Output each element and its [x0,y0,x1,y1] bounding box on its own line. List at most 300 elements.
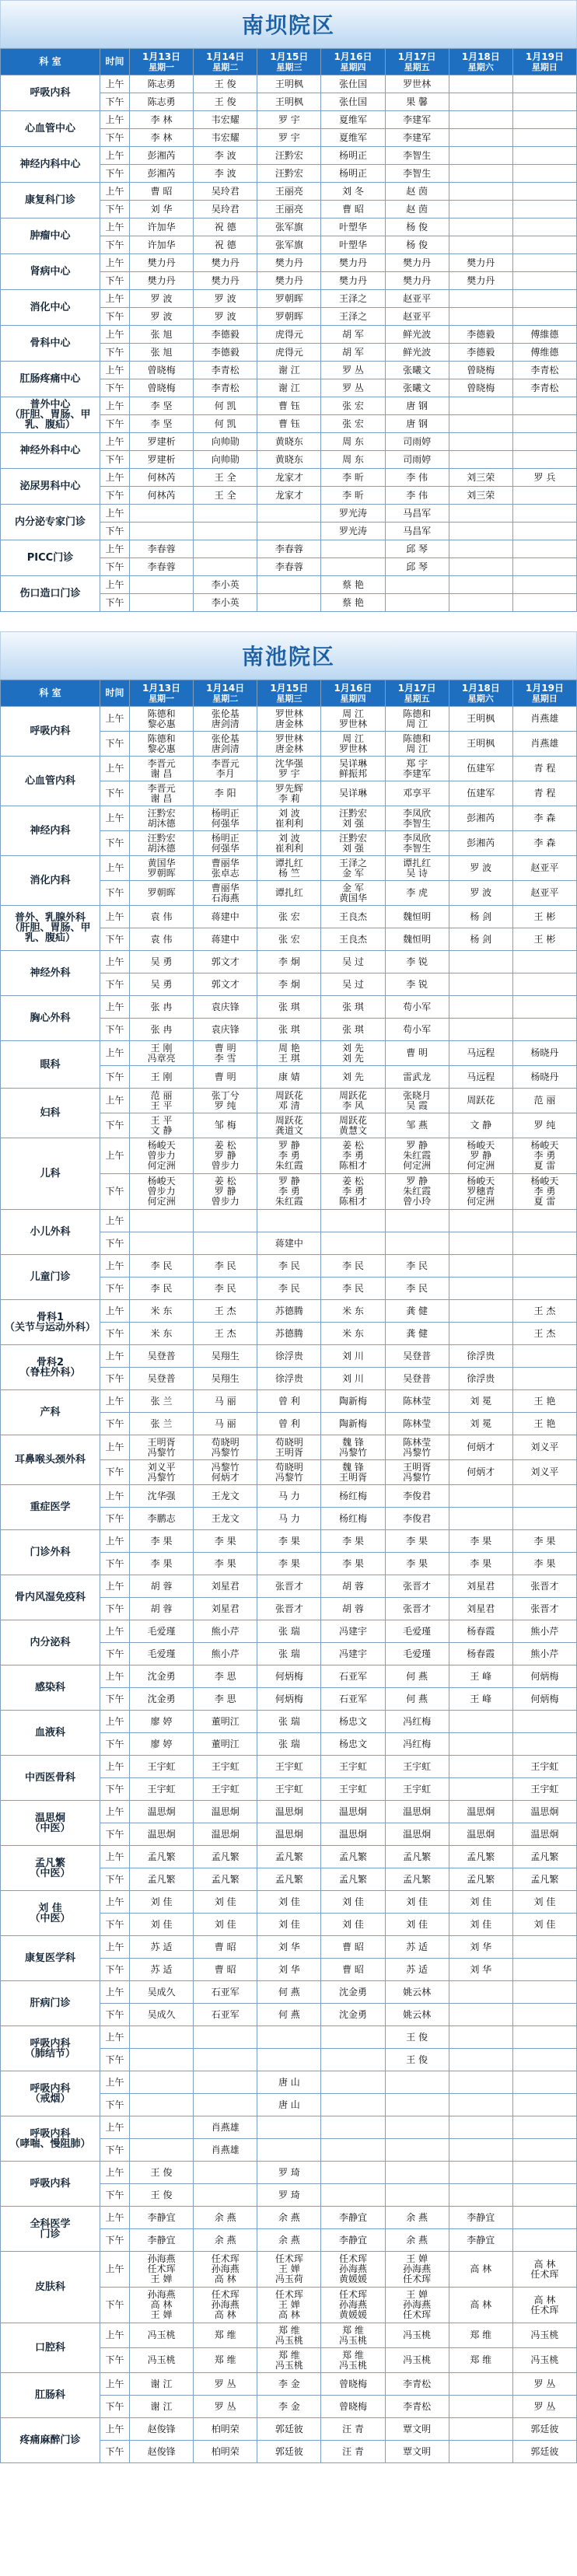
doctor-cell [449,397,512,415]
doctor-cell: 胡 蓉 [130,1575,194,1598]
doctor-cell: 杨峻天 曾步力 何定洲 [130,1138,194,1174]
doctor-cell: 沈金勇 [321,1981,385,2004]
time-period: 下午 [100,2288,130,2323]
doctor-cell-empty [512,218,576,236]
doctor-cell: 李 民 [321,1278,385,1300]
table-row [1,1530,577,1553]
doctor-cell: 张 宏 [257,906,321,928]
doctor-cell: 刘 佳 [449,1914,512,1936]
doctor-cell: 温思炯 [321,1823,385,1846]
time-period: 上午 [100,2373,130,2396]
day-date: 1月19日 [525,51,564,62]
table-row [1,707,577,732]
table-row [1,1981,577,2004]
doctor-cell: 孙海燕 任术珲 王 婵 [130,2252,194,2288]
doctor-cell-empty [512,397,576,415]
table-row [1,218,577,236]
doctor-cell: 苏德腾 [257,1323,321,1345]
doctor-cell: 李青松 [385,2373,449,2396]
day-date: 1月17日 [397,51,436,62]
day-weekday: 星期三 [276,61,302,72]
section-nanba [0,0,577,612]
doctor-cell: 周跃花 黄慧文 [321,1113,385,1138]
time-period: 上午 [100,1530,130,1553]
header-day-5 [385,680,449,707]
day-date: 1月14日 [206,682,245,694]
table-row [1,2116,577,2139]
doctor-cell: 李德毅 [449,344,512,362]
doctor-cell: 曾晓梅 [130,379,194,397]
table-row [1,397,577,415]
time-period: 上午 [100,1665,130,1688]
time-period: 上午 [100,111,130,129]
day-date: 1月15日 [270,682,309,694]
doctor-cell: 姜 松 李 勇 陈相才 [321,1138,385,1174]
doctor-cell: 李 坚 [130,415,194,433]
doctor-cell: 张军旗 [257,218,321,236]
doctor-cell: 李 金 [257,2373,321,2396]
doctor-cell [385,2116,449,2139]
doctor-cell: 李 森 [512,831,576,856]
doctor-cell: 王良杰 [321,928,385,951]
doctor-cell: 温思炯 [130,1801,194,1823]
doctor-cell: 王良杰 [321,906,385,928]
doctor-cell: 李 果 [449,1530,512,1553]
doctor-cell [194,2094,257,2116]
time-period: 上午 [100,1756,130,1778]
time-period: 下午 [100,308,130,326]
doctor-cell [449,2071,512,2094]
doctor-cell: 王 艳 [512,1390,576,1413]
doctor-cell: 郭文才 [194,951,257,973]
doctor-cell [130,2026,194,2049]
table-row [1,1255,577,1278]
doctor-cell: 沈金勇 [130,1665,194,1688]
doctor-cell: 石亚军 [321,1665,385,1688]
doctor-cell-empty [512,2049,576,2071]
department-name: 消化内科 [1,856,100,906]
doctor-cell: 刘 冕 [449,1413,512,1435]
time-period: 下午 [100,415,130,433]
doctor-cell: 孟凡繁 [130,1846,194,1868]
doctor-cell: 杨 俊 [385,236,449,254]
doctor-cell: 曹 昭 [194,1936,257,1959]
doctor-cell [130,2139,194,2162]
doctor-cell: 孟凡繁 [257,1846,321,1868]
doctor-cell-empty [512,1485,576,1508]
doctor-cell: 苟晓明 冯黎竹 [194,1435,257,1460]
table-row [1,996,577,1019]
doctor-cell: 米 东 [130,1323,194,1345]
doctor-cell: 王宇虹 [321,1778,385,1801]
doctor-cell: 汪黔宏 [257,165,321,183]
doctor-cell: 傅维德 [512,344,576,362]
doctor-cell: 曾晓梅 [321,2373,385,2396]
doctor-cell-empty [512,2184,576,2207]
doctor-cell-empty [512,165,576,183]
department-name: 肾病中心 [1,254,100,290]
doctor-cell: 毛爱瑾 [385,1643,449,1665]
doctor-cell: 向帅勋 [194,451,257,469]
doctor-cell: 吴登普 [385,1345,449,1368]
doctor-cell: 龙家才 [257,469,321,487]
doctor-cell [449,1210,512,1232]
doctor-cell: 陈志勇 [130,93,194,111]
doctor-cell: 叶塑华 [321,236,385,254]
doctor-cell [130,2116,194,2139]
doctor-cell: 刘 佳 [321,1891,385,1914]
time-period: 上午 [100,2026,130,2049]
doctor-cell-empty [512,111,576,129]
doctor-cell: 樊力丹 [385,254,449,272]
doctor-cell: 温思炯 [512,1801,576,1823]
time-period: 上午 [100,254,130,272]
doctor-cell: 李青松 [194,379,257,397]
doctor-cell [130,523,194,540]
doctor-cell: 郑 维 [449,2348,512,2373]
doctor-cell: 李静宜 [449,2207,512,2229]
doctor-cell: 李建军 [385,129,449,147]
table-row [1,183,577,201]
doctor-cell [449,308,512,326]
schedule-table [0,48,577,612]
doctor-cell: 李静宜 [130,2229,194,2252]
doctor-cell: 张军旗 [257,236,321,254]
doctor-cell: 司雨婷 [385,433,449,451]
department-name: 温思炯 （中医） [1,1801,100,1846]
doctor-cell: 李晋元 谢 昌 [130,781,194,806]
doctor-cell-empty [512,2139,576,2162]
doctor-cell: 吴 过 [321,973,385,996]
doctor-cell: 石亚军 [194,2004,257,2026]
doctor-cell: 蒋建中 [257,1232,321,1255]
doctor-cell [449,1323,512,1345]
doctor-cell: 刘 佳 [257,1891,321,1914]
header-day-1 [130,49,194,75]
doctor-cell-empty [512,2071,576,2094]
doctor-cell [449,2373,512,2396]
doctor-cell [449,201,512,218]
table-row [1,1846,577,1868]
doctor-cell: 温思炯 [449,1801,512,1823]
time-period: 下午 [100,1323,130,1345]
day-weekday: 星期二 [212,693,239,704]
doctor-cell: 刘 华 [449,1959,512,1981]
doctor-cell: 彭湘芮 [130,147,194,165]
time-period: 上午 [100,362,130,379]
time-period: 上午 [100,1390,130,1413]
doctor-cell: 张 兰 [130,1413,194,1435]
time-period: 下午 [100,523,130,540]
doctor-cell: 李 果 [321,1553,385,1575]
doctor-cell: 赵亚平 [512,881,576,906]
doctor-cell: 罗世林 唐金林 [257,732,321,757]
doctor-cell: 李 金 [257,2396,321,2418]
department-name: 呼吸内科 [1,75,100,111]
doctor-cell: 胡 蓉 [321,1575,385,1598]
doctor-cell: 李 果 [194,1553,257,1575]
doctor-cell: 唐 钢 [385,415,449,433]
schedule-table [0,680,577,2463]
doctor-cell: 姜 松 罗 静 曾步力 [194,1138,257,1174]
doctor-cell: 孟凡繁 [194,1846,257,1868]
section-title: 南坝院区 [241,12,335,38]
doctor-cell [194,2026,257,2049]
doctor-cell-empty [512,523,576,540]
doctor-cell: 张晓月 吴 霞 [385,1089,449,1113]
time-period: 下午 [100,165,130,183]
doctor-cell [257,1210,321,1232]
doctor-cell [130,2071,194,2094]
doctor-cell: 王 俊 [130,2162,194,2184]
doctor-cell: 樊力丹 [449,254,512,272]
doctor-cell: 刘 冬 [321,183,385,201]
department-name: 儿科 [1,1138,100,1210]
time-period: 下午 [100,1413,130,1435]
doctor-cell: 罗 兵 [512,469,576,487]
doctor-cell: 胡 军 [321,344,385,362]
time-period: 下午 [100,1959,130,1981]
table-row [1,2071,577,2094]
doctor-cell: 李俊君 [385,1508,449,1530]
doctor-cell: 余 燕 [257,2207,321,2229]
doctor-cell [449,236,512,254]
doctor-cell: 李 果 [194,1530,257,1553]
doctor-cell: 王 杰 [512,1300,576,1323]
doctor-cell: 傅維德 [512,326,576,344]
doctor-cell: 温思炯 [385,1801,449,1823]
day-date: 1月15日 [270,51,309,62]
time-period: 上午 [100,75,130,93]
doctor-cell: 董明江 [194,1711,257,1733]
day-date: 1月13日 [142,51,181,62]
doctor-cell: 王宇虹 [194,1756,257,1778]
table-row [1,757,577,781]
doctor-cell: 张 旭 [130,326,194,344]
doctor-cell: 王 俊 [194,75,257,93]
doctor-cell: 汪 青 [321,2418,385,2441]
header-day-5 [385,49,449,75]
table-row [1,1210,577,1232]
doctor-cell: 王宇虹 [257,1778,321,1801]
doctor-cell: 孟凡繁 [194,1868,257,1891]
doctor-cell-empty [512,996,576,1019]
doctor-cell: 王 彬 [512,906,576,928]
doctor-cell: 李 阳 [194,781,257,806]
doctor-cell: 刘 华 [130,201,194,218]
doctor-cell: 罗先辉 李 莉 [257,781,321,806]
doctor-cell: 祝 德 [194,236,257,254]
doctor-cell: 李春蓉 [130,540,194,558]
doctor-cell: 吴 勇 [130,951,194,973]
doctor-cell: 陶新梅 [321,1390,385,1413]
doctor-cell: 杨明正 何强华 [194,831,257,856]
doctor-cell [257,594,321,612]
department-name: 骨内风湿免疫科 [1,1575,100,1620]
doctor-cell: 袁 伟 [130,928,194,951]
doctor-cell: 冯玉桃 [130,2348,194,2373]
doctor-cell: 温思炯 [257,1801,321,1823]
doctor-cell: 李 果 [449,1553,512,1575]
doctor-cell: 李 伟 [385,469,449,487]
doctor-cell: 李 昕 [321,487,385,505]
doctor-cell [194,1210,257,1232]
doctor-cell: 张 琪 [257,996,321,1019]
doctor-cell [449,111,512,129]
doctor-cell [449,2396,512,2418]
doctor-cell: 郭廷彼 [512,2441,576,2463]
doctor-cell: 任术珲 王 婵 高 林 [257,2288,321,2323]
time-period: 上午 [100,397,130,415]
doctor-cell: 李 林 [130,111,194,129]
doctor-cell: 苏德腾 [257,1300,321,1323]
time-period: 上午 [100,2207,130,2229]
time-period: 下午 [100,781,130,806]
department-name: 心血管中心 [1,111,100,147]
doctor-cell: 周 江 罗世林 [321,707,385,732]
doctor-cell: 樊力丹 [321,272,385,290]
doctor-cell: 孟凡繁 [512,1846,576,1868]
doctor-cell: 汪 青 [321,2441,385,2463]
doctor-cell: 何林芮 [130,487,194,505]
doctor-cell: 罗 宇 [257,129,321,147]
doctor-cell: 李建军 [385,111,449,129]
table-row [1,951,577,973]
doctor-cell: 张 兰 [130,1390,194,1413]
doctor-cell: 姚云林 [385,1981,449,2004]
doctor-cell: 曾晓梅 [449,362,512,379]
doctor-cell: 郭文才 [194,973,257,996]
doctor-cell: 温思炯 [130,1823,194,1846]
time-period: 上午 [100,806,130,831]
doctor-cell-empty [512,951,576,973]
department-name: 呼吸内科 [1,2162,100,2207]
table-row [1,1756,577,1778]
time-period: 上午 [100,1345,130,1368]
section-title: 南池院区 [241,644,335,669]
department-name: 中西医骨科 [1,1756,100,1801]
doctor-cell: 曹 明 [194,1066,257,1089]
doctor-cell: 马 力 [257,1485,321,1508]
doctor-cell: 王泽之 [321,308,385,326]
time-period: 上午 [100,540,130,558]
table-row [1,540,577,558]
time-period: 下午 [100,594,130,612]
doctor-cell [257,505,321,523]
doctor-cell: 李俊君 [385,1485,449,1508]
doctor-cell: 何林芮 [130,469,194,487]
doctor-cell: 赵亚平 [512,856,576,881]
doctor-cell-empty [512,1019,576,1041]
doctor-cell: 张 瑞 [257,1733,321,1756]
time-period: 下午 [100,2049,130,2071]
doctor-cell [512,2207,576,2229]
doctor-cell: 罗 静 朱红霞 何定洲 [385,1138,449,1174]
department-name: 小儿外科 [1,1210,100,1255]
doctor-cell: 刘 佳 [512,1914,576,1936]
doctor-cell: 徐浮贵 [257,1368,321,1390]
doctor-cell: 伍建军 [449,781,512,806]
doctor-cell: 李小英 [194,576,257,594]
doctor-cell: 王明胥 冯黎竹 [130,1435,194,1460]
doctor-cell: 郭廷彼 [512,2418,576,2441]
doctor-cell: 郑 维 [194,2348,257,2373]
time-period: 上午 [100,707,130,732]
doctor-cell: 李 林 [130,129,194,147]
doctor-cell: 刘 佳 [512,1891,576,1914]
doctor-cell: 樊力丹 [194,254,257,272]
doctor-cell [385,2139,449,2162]
doctor-cell [194,1232,257,1255]
doctor-cell: 周跃花 [449,1089,512,1113]
doctor-cell: 王 俊 [130,2184,194,2207]
doctor-cell: 徐浮贵 [449,1368,512,1390]
doctor-cell [449,2184,512,2207]
doctor-cell: 高 林 任术珲 [512,2288,576,2323]
doctor-cell: 周 艳 王 琪 [257,1041,321,1066]
header-day-6 [449,49,512,75]
doctor-cell: 曹 钰 [257,415,321,433]
doctor-cell: 王丽亮 [257,183,321,201]
doctor-cell: 许加华 [130,236,194,254]
doctor-cell [321,2094,385,2116]
time-period: 下午 [100,451,130,469]
doctor-cell: 龚 健 [385,1300,449,1323]
doctor-cell [194,2184,257,2207]
time-period: 下午 [100,344,130,362]
doctor-cell: 李智生 [385,147,449,165]
doctor-cell: 郑 维 [449,2323,512,2348]
day-date: 1月19日 [525,682,564,694]
doctor-cell: 罗 波 [194,308,257,326]
time-period: 下午 [100,1868,130,1891]
doctor-cell: 蒋建中 [194,906,257,928]
day-weekday: 星期六 [467,693,494,704]
doctor-cell: 王龙文 [194,1485,257,1508]
doctor-cell: 邹 燕 [385,1113,449,1138]
doctor-cell: 唐 钢 [385,397,449,415]
doctor-cell: 王宇虹 [512,1756,576,1778]
doctor-cell: 王 刚 冯章亮 [130,1041,194,1066]
doctor-cell: 樊力丹 [321,254,385,272]
doctor-cell: 王 峰 [449,1688,512,1711]
doctor-cell: 张晋才 [512,1575,576,1598]
doctor-cell: 李 思 [194,1665,257,1688]
doctor-cell: 谭扎红 杨 竺 [257,856,321,881]
time-period: 上午 [100,1981,130,2004]
doctor-cell: 罗 波 [194,290,257,308]
doctor-cell: 孟凡繁 [449,1846,512,1868]
doctor-cell [449,93,512,111]
doctor-cell [194,2071,257,2094]
doctor-cell: 杨峻天 曾步力 何定洲 [130,1174,194,1210]
table-row [1,2026,577,2049]
doctor-cell: 彭湘芮 [449,806,512,831]
doctor-cell: 赵俊锋 [130,2418,194,2441]
doctor-cell [449,1981,512,2004]
doctor-cell: 杨 剑 [449,906,512,928]
doctor-cell [449,165,512,183]
doctor-cell [385,594,449,612]
doctor-cell [449,540,512,558]
doctor-cell: 吴登普 [130,1345,194,1368]
doctor-cell: 罗 波 [130,308,194,326]
doctor-cell: 余 燕 [194,2207,257,2229]
doctor-cell: 李 果 [512,1553,576,1575]
doctor-cell: 张 宏 [321,397,385,415]
doctor-cell: 杨忠文 [321,1711,385,1733]
doctor-cell: 樊力丹 [449,272,512,290]
